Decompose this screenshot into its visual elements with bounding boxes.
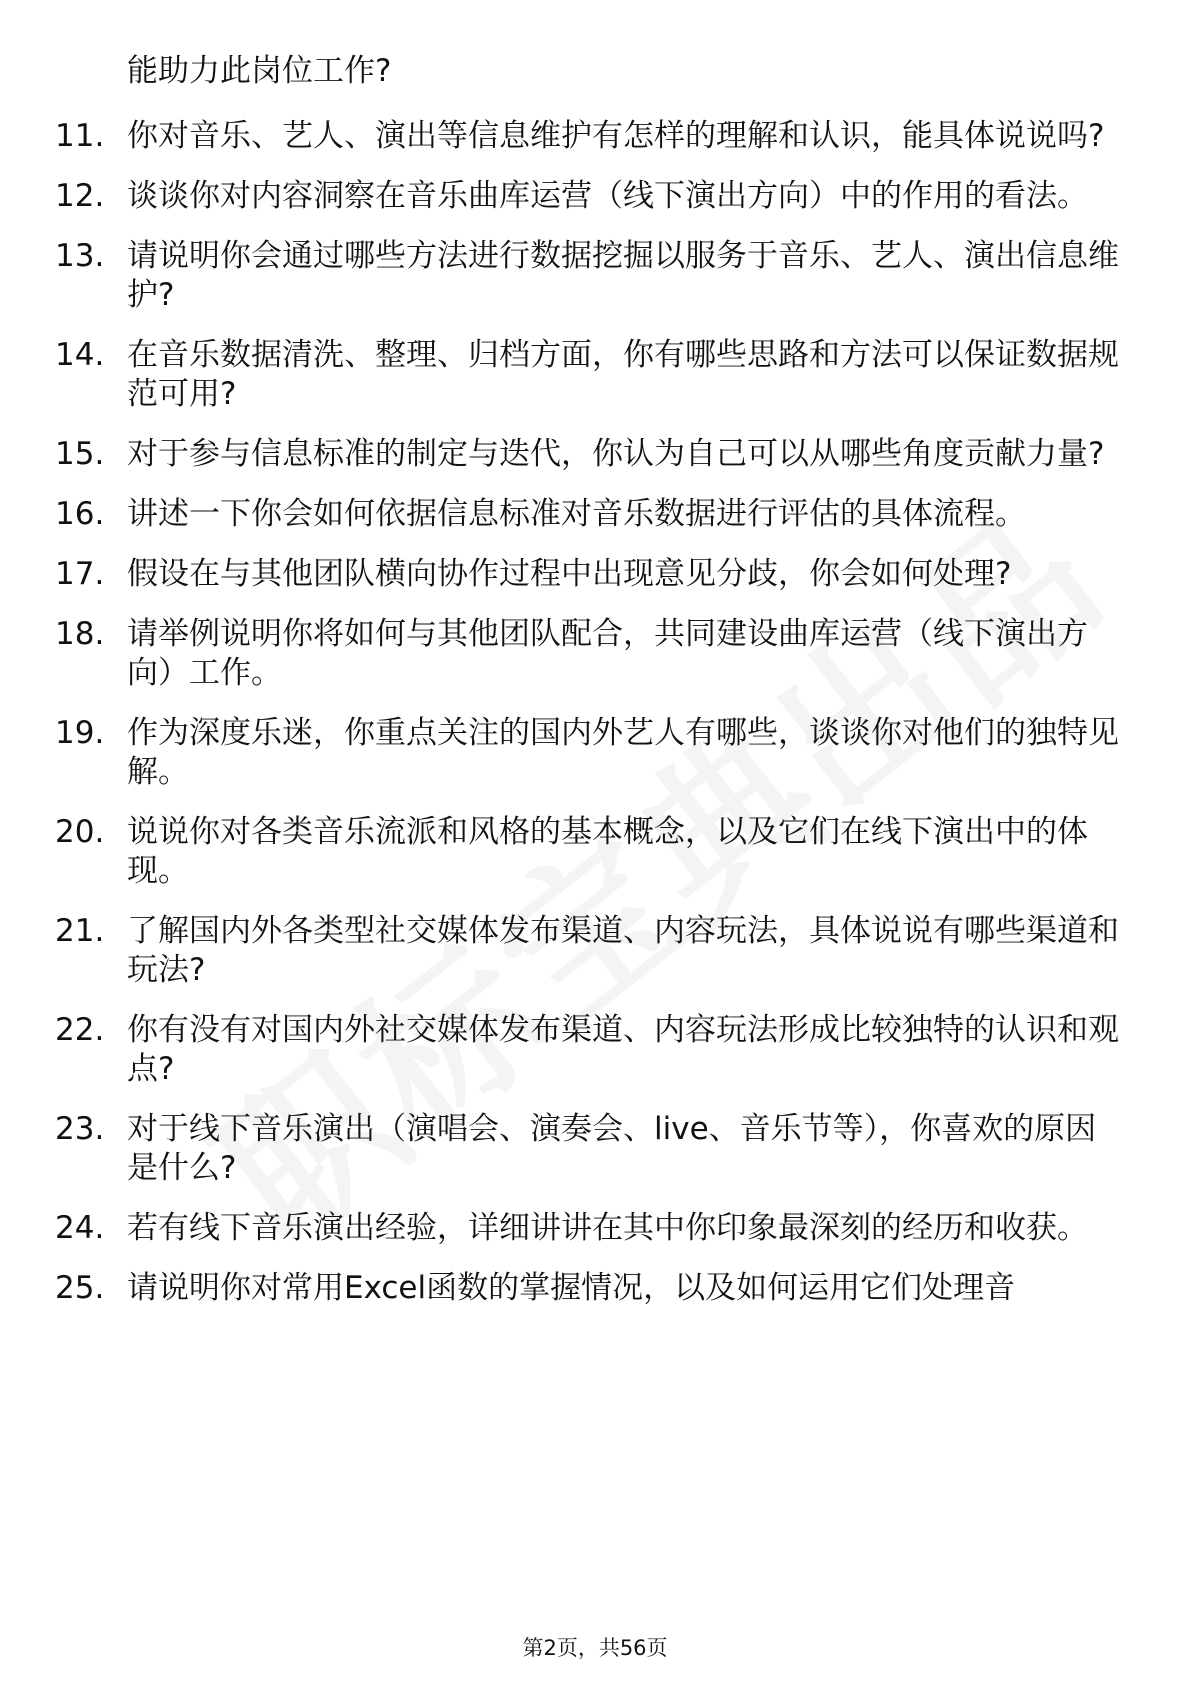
item-number: 20.	[55, 814, 105, 850]
item-number: 15.	[55, 436, 105, 472]
item-question-text: 谈谈你对内容洞察在音乐曲库运营（线下演出方向）中的作用的看法。	[127, 178, 1088, 214]
item-number: 11.	[55, 118, 105, 154]
item-number: 22.	[55, 1012, 105, 1048]
item-question-text: 你对音乐、艺人、演出等信息维护有怎样的理解和认识，能具体说说吗?	[127, 118, 1105, 154]
item-question-text: 假设在与其他团队横向协作过程中出现意见分歧，你会如何处理?	[127, 556, 1012, 592]
list-item	[55, 912, 1125, 990]
list-item	[55, 117, 1125, 156]
item-number: 17.	[55, 556, 105, 592]
list-item	[55, 615, 1125, 693]
item-question-text: 请说明你对常用Excel函数的掌握情况，以及如何运用它们处理音	[127, 1270, 1016, 1306]
item-number: 21.	[55, 913, 105, 949]
list-item	[55, 336, 1125, 414]
list-item	[55, 177, 1125, 216]
list-item	[55, 1209, 1125, 1248]
list-item	[55, 1110, 1125, 1188]
item-question-text: 请说明你会通过哪些方法进行数据挖掘以服务于音乐、艺人、演出信息维护?	[127, 238, 1119, 313]
page-number-footer: 第2页，共56页	[522, 1636, 668, 1660]
list-item	[55, 435, 1125, 474]
item-question-text: 在音乐数据清洗、整理、归档方面，你有哪些思路和方法可以保证数据规范可用?	[127, 337, 1119, 412]
item-question-text: 讲述一下你会如何依据信息标准对音乐数据进行评估的具体流程。	[127, 496, 1026, 532]
item-question-text: 对于参与信息标准的制定与迭代，你认为自己可以从哪些角度贡献力量?	[127, 436, 1105, 472]
item-question-text: 对于线下音乐演出（演唱会、演奏会、live、音乐节等），你喜欢的原因是什么?	[127, 1111, 1097, 1186]
item-question-text: 你有没有对国内外社交媒体发布渠道、内容玩法形成比较独特的认识和观点?	[127, 1012, 1119, 1087]
list-item	[55, 1011, 1125, 1089]
list-item	[55, 555, 1125, 594]
list-item	[55, 495, 1125, 534]
item-question-text: 说说你对各类音乐流派和风格的基本概念，以及它们在线下演出中的体现。	[127, 814, 1088, 889]
question-list	[55, 117, 1125, 1329]
item-question-text: 作为深度乐迷，你重点关注的国内外艺人有哪些，谈谈你对他们的独特见解。	[127, 715, 1119, 790]
item-number: 25.	[55, 1270, 105, 1306]
item-number: 19.	[55, 715, 105, 751]
item-number: 14.	[55, 337, 105, 373]
item-number: 13.	[55, 238, 105, 274]
item-number: 18.	[55, 616, 105, 652]
list-item	[55, 1269, 1125, 1308]
item-number: 16.	[55, 496, 105, 532]
item-question-text: 请举例说明你将如何与其他团队配合，共同建设曲库运营（线下演出方向）工作。	[127, 616, 1088, 691]
continued-question-text: 能助力此岗位工作?	[127, 53, 392, 89]
item-number: 23.	[55, 1111, 105, 1147]
item-question-text: 若有线下音乐演出经验，详细讲讲在其中你印象最深刻的经历和收获。	[127, 1210, 1088, 1246]
list-item	[55, 813, 1125, 891]
item-number: 24.	[55, 1210, 105, 1246]
item-number: 12.	[55, 178, 105, 214]
item-question-text: 了解国内外各类型社交媒体发布渠道、内容玩法，具体说说有哪些渠道和玩法?	[127, 913, 1119, 988]
list-item	[55, 714, 1125, 792]
list-item	[55, 237, 1125, 315]
